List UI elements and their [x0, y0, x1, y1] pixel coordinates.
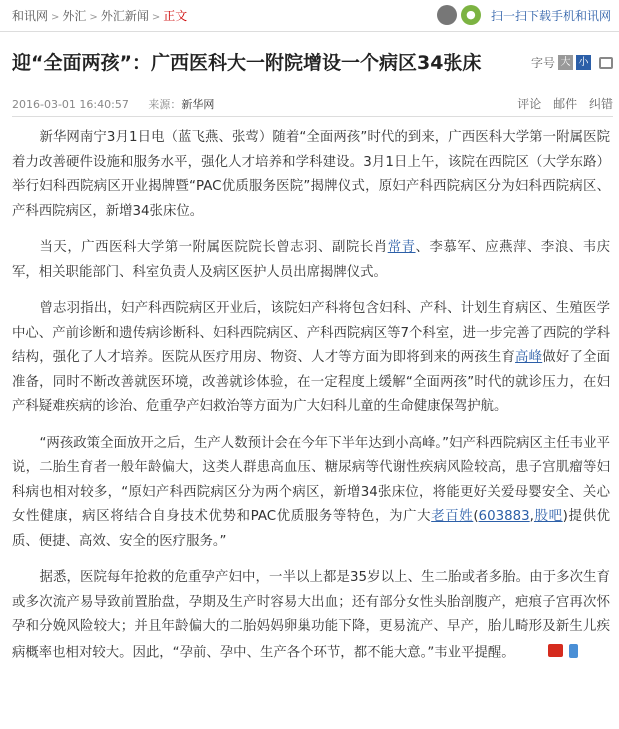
print-icon[interactable]: [599, 57, 613, 69]
article-meta: [12, 96, 214, 112]
article-actions: [509, 95, 613, 112]
app-download: [437, 4, 611, 26]
font-size-label: 字号: [530, 56, 555, 70]
breadcrumb-separator: >: [89, 12, 98, 23]
paragraph-4: [12, 432, 610, 555]
stock-link-laobaixing[interactable]: 老百姓: [431, 509, 474, 524]
p2-text-b: 、李慕军、应燕萍、李浪、韦庆军，相关职能部门、科室负责人及病区医护人员出席揭牌仪式。: [12, 240, 611, 280]
source-label: 来源：: [148, 98, 182, 111]
scan-download-link[interactable]: 扫一扫下载手机和讯网: [490, 8, 611, 23]
article-tools: [531, 54, 613, 71]
paragraph-1: 新华网南宁3月1日电（蓝飞燕、张莺）随着“全面两孩”时代的到来，广西医科大学第一附属医院着力改善硬件设施和服务水平，强化人才培养和学科建设。3月1日上午，该院在西院区（大学东路）举行妇科西院病区开业揭牌暨“PAC优质服务医院”揭牌仪式，原妇产科西院病区分为妇科西院病区、产科西院病区，新增34张床位。: [12, 130, 610, 219]
publish-datetime: 2016-03-01 16:40:57: [12, 98, 129, 111]
breadcrumb-forex[interactable]: 外汇: [62, 9, 87, 23]
breadcrumb-home[interactable]: 和讯网: [12, 9, 49, 23]
breadcrumb-forex-news[interactable]: 外汇新闻: [100, 9, 149, 23]
p5-text: 据悉，医院每年抢救的危重孕产妇中，一半以上都是35岁以上、生二胎或者多胎。由于多次生育或多次流产易导致前置胎盘，孕期及生产时容易大出血；还有部分女性头胎剖腹产，疤痕子宫再次怀孕和分娩风险较大；并且年龄偏大的二胎妈妈卵巢功能下降，更易流产、早产，胎儿畸形及新生儿疾病概率也相对较大。因此，“孕前、孕中、生产各个环节，都不能大意。”韦业平提醒。: [12, 570, 610, 660]
divider: [12, 116, 613, 117]
divider: [0, 31, 619, 32]
p2-text-a: 当天，广西医科大学第一附属医院院长曾志羽、副院长肖: [39, 240, 388, 255]
font-size-big-button[interactable]: 大: [558, 55, 573, 70]
breadcrumb-separator: >: [151, 12, 161, 23]
p4-text-a: “两孩政策全面放开之后，生产人数预计会在今年下半年达到小高峰。”妇产科西院病区主任韦业平说，二胎生育者一般年龄偏大，这类人群患高血压、糖尿病等代谢性疾病风险较高，患子宫肌瘤等妇科病也相对较多，“原妇产科西院病区分为两个病区，新增34张床位，将能更好关爱母婴安全、关心女性健康，病区将结合自身技术优势和PAC优质服务等特色，为广大: [12, 435, 610, 524]
comment-link[interactable]: 评论: [517, 97, 542, 111]
p4-paren-open: (: [473, 509, 479, 524]
breadcrumb: [12, 7, 187, 24]
p3-text-b: 做好了全面准备，同时不断改善就医环境，改善就诊体验，在一定程度上缓解“全面两孩”时代的就诊压力，在妇产科疑难疾病的诊治、危重孕产妇救治等方面为广大妇科儿童的生命健康保驾护航。: [12, 350, 611, 414]
stock-link-gaofeng[interactable]: 高峰: [515, 350, 543, 365]
stock-link-changqing[interactable]: 常青: [387, 240, 416, 255]
paragraph-3: [12, 297, 610, 420]
android-icon[interactable]: ●: [461, 5, 481, 25]
email-link[interactable]: 邮件: [553, 97, 578, 111]
stock-code-link[interactable]: 603883: [478, 509, 530, 524]
p4-text-b: )提供优质、便捷、高效、安全的医疗服务。”: [12, 509, 611, 549]
correct-link[interactable]: 纠错: [588, 97, 613, 111]
guba-link[interactable]: 股吧: [533, 509, 563, 524]
source-name[interactable]: 新华网: [181, 98, 215, 111]
page-title: 迎“全面两孩”：广西医科大一附院增设一个病区34张床: [12, 52, 482, 74]
weibo-icon[interactable]: [548, 644, 563, 657]
p3-text-a: 曾志羽指出，妇产科西院病区开业后，该院妇产科将包含妇科、产科、计划生育病区、生殖医学中心、产前诊断和遗传病诊断科、妇科西院病区、产科西院病区等7个科室，进一步完善了西院的学科结构，强化了人才培养。医院从医疗用房、物资、人才等方面为即将到来的两孩生育: [12, 301, 610, 365]
paragraph-5: [12, 566, 610, 665]
mobile-icon[interactable]: [569, 644, 578, 658]
font-size-small-button[interactable]: 小: [576, 55, 591, 70]
breadcrumb-current: 正文: [163, 9, 188, 23]
top-bar: [0, 0, 619, 30]
paragraph-2: [12, 236, 610, 285]
share-icons: [521, 640, 578, 665]
apple-icon[interactable]: [437, 5, 457, 25]
p4-comma: ,: [529, 509, 534, 524]
breadcrumb-separator: >: [51, 12, 60, 23]
article-body: [12, 126, 610, 677]
